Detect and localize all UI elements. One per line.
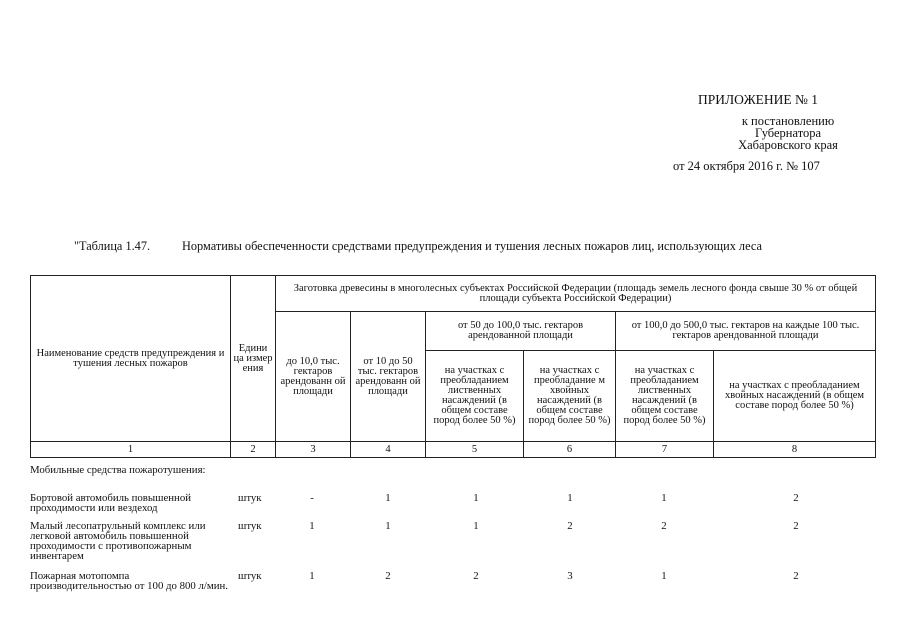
- row-value: 2: [473, 570, 479, 582]
- header-unit: Едини ца измер ения: [231, 276, 276, 442]
- row-value: 1: [309, 570, 315, 582]
- standards-table: [30, 275, 876, 458]
- header-col-7-8: от 100,0 до 500,0 тыс. гектаров на каждые 100 тыс. гектаров арендованной площади: [616, 312, 876, 351]
- appendix-line-3: Хабаровского края: [738, 138, 838, 152]
- appendix-date: от 24 октября 2016 г. № 107: [673, 159, 820, 173]
- section-title: Мобильные средства пожаротушения:: [30, 464, 206, 476]
- row-value: 1: [385, 520, 391, 532]
- row-value: 1: [385, 492, 391, 504]
- header-col-7: на участках с преобладанием лиственных насаждений (в общем составе пород более 50 %): [616, 351, 714, 442]
- column-number: 5: [426, 442, 524, 458]
- row-name: Малый лесопатрульный комплекс или легковой автомобиль повышенной проходимости с противопожарным инвентарем: [30, 520, 206, 562]
- table-number: "Таблица 1.47.: [74, 239, 151, 253]
- row-value: 1: [473, 492, 479, 504]
- appendix-line-1: к постановлению: [741, 114, 835, 128]
- row-value: 1: [567, 492, 573, 504]
- row-value: 2: [661, 520, 667, 532]
- header-col-5-6: от 50 до 100,0 тыс. гектаров арендованной площади: [426, 312, 616, 351]
- column-number: 8: [714, 442, 876, 458]
- header-col-4: от 10 до 50 тыс. гектаров арендованн ой площади: [351, 312, 426, 442]
- column-number: 3: [276, 442, 351, 458]
- table-title: Нормативы обеспеченности средствами предупреждения и тушения лесных пожаров лиц, использующих леса: [182, 239, 762, 253]
- row-value: 2: [793, 520, 799, 532]
- column-number: 2: [231, 442, 276, 458]
- row-value: 3: [567, 570, 573, 582]
- row-value: 1: [473, 520, 479, 532]
- row-value: -: [310, 492, 314, 504]
- appendix-title: ПРИЛОЖЕНИЕ № 1: [698, 92, 819, 107]
- row-value: 2: [567, 520, 573, 532]
- row-value: 1: [661, 570, 667, 582]
- header-col-6: на участках с преобладание м хвойных насаждений (в общем составе пород более 50 %): [524, 351, 616, 442]
- column-number: 4: [351, 442, 426, 458]
- header-col-3: до 10,0 тыс. гектаров арендованн ой площади: [276, 312, 351, 442]
- row-value: 2: [793, 492, 799, 504]
- table-caption: [74, 241, 874, 252]
- row-unit: штук: [238, 492, 262, 504]
- appendix-line-2: Губернатора: [754, 126, 822, 140]
- row-unit: штук: [238, 520, 262, 532]
- column-number: 7: [616, 442, 714, 458]
- row-name: Бортовой автомобиль повышенной проходимости или вездеход: [30, 492, 191, 514]
- header-group: Заготовка древесины в многолесных субъектах Российской Федерации (площадь земель лесного фонда свыше 30 % от общей площади субъекта Российской Федерации): [276, 276, 876, 312]
- column-number: 1: [31, 442, 231, 458]
- row-value: 2: [385, 570, 391, 582]
- row-value: 2: [793, 570, 799, 582]
- row-value: 1: [309, 520, 315, 532]
- row-name: Пожарная мотопомпа производительностью от 100 до 800 л/мин.: [30, 570, 228, 592]
- column-number: 6: [524, 442, 616, 458]
- header-name: Наименование средств предупреждения и тушения лесных пожаров: [31, 276, 231, 442]
- appendix-block: [640, 92, 905, 173]
- header-col-8: на участках с преобладанием хвойных насаждений (в общем составе пород более 50 %): [714, 351, 876, 442]
- row-value: 1: [661, 492, 667, 504]
- header-col-5: на участках с преобладанием лиственных насаждений (в общем составе пород более 50 %): [426, 351, 524, 442]
- row-unit: штук: [238, 570, 262, 582]
